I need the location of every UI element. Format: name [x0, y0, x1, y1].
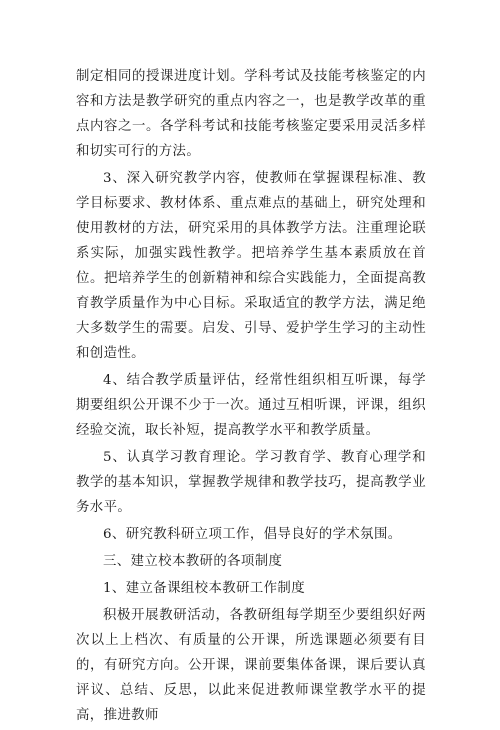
paragraph-3: 4、结合教学质量评估，经常性组织相互听课，每学期要组织公开课不少于一次。通过互相听课，评课，组织经验交流，取长补短，提高教学水平和教学质量。: [76, 373, 426, 438]
paragraph-5: 6、研究教科研立项工作，倡导良好的学术氛围。: [103, 527, 402, 542]
subsection-heading: 1、建立备课组校本教研工作制度: [103, 581, 305, 596]
paragraph-1: 制定相同的授课进度计划。学科考试及技能考核鉴定的内容和方法是教学研究的重点内容之一，也是教学改革的重点内容之一。各学科考试和技能考核鉴定要采用灵活多样和切实可行的方法。: [76, 69, 426, 159]
document-page: [76, 64, 426, 730]
paragraph-4: 5、认真学习教育理论。学习教育学、教育心理学和教学的基本知识，掌握教学规律和教学技巧，提高教学业务水平。: [76, 450, 426, 515]
paragraph-2: 3、深入研究教学内容，使教师在掌握课程标准、教学目标要求、教材体系、重点难点的基础上，研究处理和使用教材的方法，研究采用的具体教学方法。注重理论联系实际，加强实践性教学。把培养学生基本素质放在首位。把培养学生的创新精神和综合实践能力，全面提高教育教学质量作为中心目标。采取适宜的教学方法，满足绝大多数学生的需要。启发、引导、爱护学生学习的主动性和创造性。: [76, 171, 426, 361]
paragraph-6: 积极开展教研活动，各教研组每学期至少要组织好两次以上上档次、有质量的公开课，所选课题必须要有目的，有研究方向。公开课，课前要集体备课，课后要认真评议、总结、反思，以此来促进教师课堂教学水平的提高，推进教师: [76, 608, 426, 723]
section-heading: 三、建立校本教研的各项制度: [103, 554, 283, 569]
